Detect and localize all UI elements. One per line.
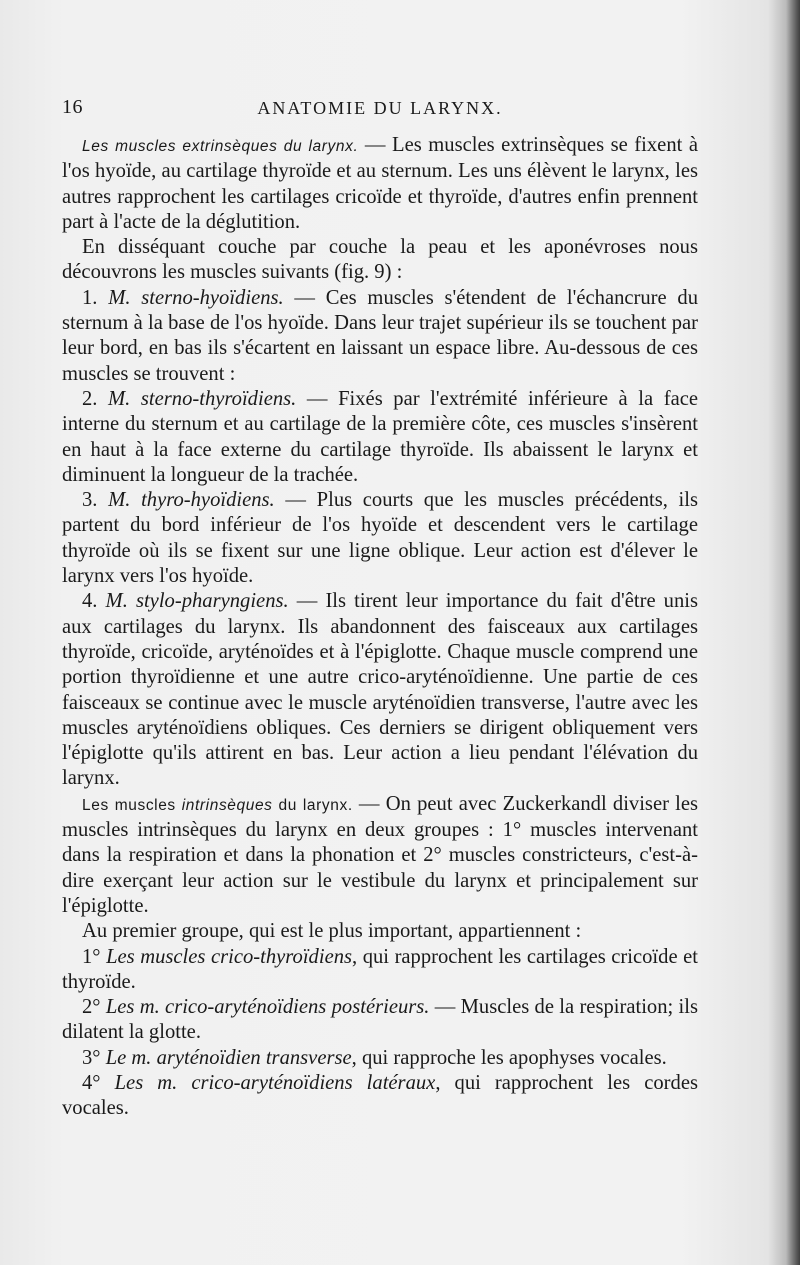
label-part: du larynx.	[272, 796, 353, 814]
section-label-extrinsic: Les muscles extrinsèques du larynx.	[82, 138, 359, 155]
paragraph-lateral-crico-arytenoid	[62, 1071, 698, 1122]
section-label-intrinsic	[82, 797, 353, 814]
muscle-term: M. sterno-hyoïdiens.	[108, 286, 284, 309]
paragraph-stylo-pharyngeal	[62, 589, 698, 791]
label-part: Les muscles	[82, 796, 182, 814]
label-part-italic: intrinsèques	[181, 796, 273, 814]
page-header	[62, 96, 698, 124]
dash: —	[283, 286, 326, 309]
paragraph-text: , qui rapprochent les cartilages cricoïde et thyroïde.	[62, 945, 698, 993]
paragraph-transverse-arytenoid	[62, 1046, 698, 1071]
muscle-term: M. thyro-hyoïdiens.	[108, 489, 275, 512]
muscle-term: Les muscles crico-thyroïdiens	[106, 945, 353, 968]
paragraph-sterno-thyroid	[62, 387, 698, 488]
dash: —	[358, 134, 393, 156]
item-number: 4°	[82, 1071, 115, 1094]
paragraph-text: Ils tirent leur importance du fait d'être unis aux cartilages du larynx. Ils abandonnent des faisceaux aux cartilages thyroïde, cricoïde, aryténoïdes et à l'épiglotte. Chaque muscle comprend une portion thyroïdienne et une autre crico-aryténoïdienne. Une partie de ces faisceaux se continue avec le muscle aryténoïdien transverse, l'autre avec les muscles aryténoïdiens obliques. Ces derniers se dirigent obliquement vers l'épiglotte qu'ils attirent en bas. Leur action a lieu pendant l'élévation du larynx.	[62, 590, 699, 790]
muscle-term: Les m. crico-aryténoïdiens postérieurs.	[105, 996, 430, 1019]
muscle-term: M. sterno-thyroïdiens.	[108, 387, 297, 410]
paragraph-text: On peut avec Zuckerkandl diviser les muscles intrinsèques du larynx en deux groupes : 1° muscles intervenant dans la respiration et dans la phonation et 2° muscles constricteurs, c'est-à-dire exerçant leur action sur le vestibule du larynx et principalement sur l'épiglotte.	[62, 792, 699, 917]
paragraph-dissection	[62, 235, 698, 286]
paragraph-text: Les muscles extrinsèques se fixent à l'os hyoïde, au cartilage thyroïde et au sternum. Les uns élèvent le larynx, les autres rapprochent les cartilages cricoïde et thyroïde, d'autres enfin prennent part à l'acte de la déglutition.	[62, 134, 699, 233]
muscle-term: Le m. aryténoïdien transverse	[105, 1046, 352, 1069]
paragraph-text: Fixés par l'extrémité inférieure à la face interne du sternum et au cartilage de la première côte, ces muscles s'insèrent en haut à la face externe du cartilage thyroïde. Ils abaissent le larynx et diminuent la longueur de la trachée.	[62, 387, 699, 486]
item-number: 2°	[82, 996, 106, 1019]
dash: —	[352, 792, 386, 815]
item-number: 2.	[82, 387, 109, 410]
paragraph-text: Muscles de la respiration; ils dilatent la glotte.	[62, 996, 698, 1044]
dash: —	[288, 590, 326, 613]
page-edge-shadow	[786, 0, 800, 1265]
item-number: 3°	[82, 1046, 106, 1069]
paragraph-text: En disséquant couche par couche la peau et les aponévroses nous découvrons les muscles suivants (fig. 9) :	[62, 236, 698, 284]
paragraph-text: , qui rapprochent les cordes vocales.	[62, 1071, 698, 1120]
paragraph-text: Au premier groupe, qui est le plus important, appartiennent :	[82, 920, 582, 943]
item-number: 1.	[82, 286, 109, 309]
running-title: ANATOMIE DU LARYNX.	[257, 98, 503, 118]
paragraph-intrinsic-intro	[62, 792, 698, 919]
paragraph-text: Plus courts que les muscles précédents, ils partent du bord inférieur de l'os hyoïde et descendent vers le cartilage thyroïde où ils se fixent sur une ligne oblique. Leur action est d'élever le larynx vers l'os hyoïde.	[62, 489, 699, 588]
paragraph-first-group	[62, 919, 698, 944]
dash: —	[429, 996, 461, 1019]
muscle-term: Les m. crico-aryténoïdiens latéraux	[114, 1071, 436, 1094]
item-number: 4.	[82, 590, 106, 613]
dash: —	[296, 387, 339, 410]
dash: —	[274, 489, 317, 512]
paragraph-extrinsic-intro	[62, 133, 698, 235]
page-number: 16	[62, 96, 83, 118]
item-number: 1°	[82, 945, 107, 968]
muscle-term: M. stylo-pharyngiens.	[105, 590, 289, 613]
item-number: 3.	[82, 489, 109, 512]
body-text	[62, 133, 698, 1122]
paragraph-text: Ces muscles s'étendent de l'échancrure du sternum à la base de l'os hyoïde. Dans leur trajet supérieur ils se touchent par leur bord, en bas ils s'écartent en laissant un espace libre. Au-dessous de ces muscles se trouvent :	[62, 286, 699, 385]
paragraph-sterno-hyoid	[62, 286, 698, 387]
paragraph-thyro-hyoid	[62, 488, 698, 589]
paragraph-text: , qui rapproche les apophyses vocales.	[351, 1046, 667, 1069]
paragraph-posterior-crico-arytenoid	[62, 995, 698, 1046]
paragraph-crico-thyroid	[62, 945, 698, 996]
